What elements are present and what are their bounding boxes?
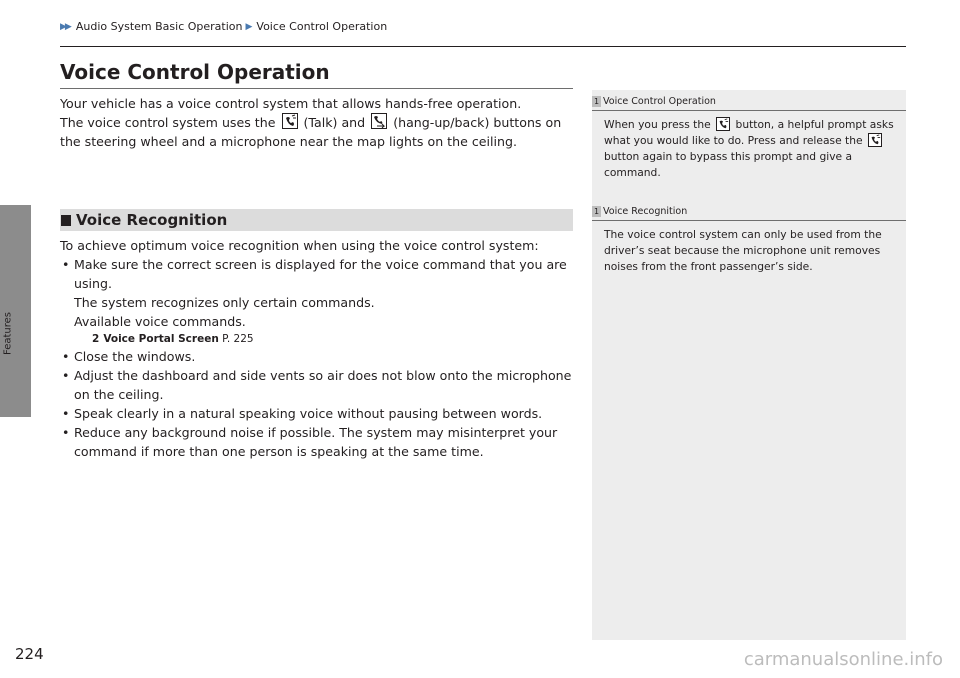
note-text-b: button, a helpful prompt asks what you would like to do. Press and release the — [604, 118, 894, 147]
section-title: Voice Recognition — [76, 211, 228, 229]
title-divider — [60, 88, 573, 89]
list-item — [60, 347, 575, 366]
bullet-text: Make sure the correct screen is displayed for the voice command that you are using. — [74, 257, 567, 291]
intro-text-c: (hang-up/back) buttons on the steering wheel and a microphone near the map lights on the ceiling. — [60, 115, 562, 149]
reference-label[interactable]: Voice Portal Screen — [103, 333, 219, 345]
note-title: Voice Recognition — [603, 206, 688, 217]
bullet-icon: • — [62, 257, 70, 272]
note-text — [592, 111, 906, 181]
reference-page: P. 225 — [222, 333, 254, 345]
bullet-icon: • — [62, 368, 70, 383]
chapter-label: Features — [2, 312, 14, 355]
breadcrumb-arrow-icon: ▶▶ — [60, 21, 70, 32]
breadcrumb-arrow-icon: ▶ — [245, 21, 251, 32]
section-header-voice-recognition — [60, 209, 573, 231]
list-item — [60, 423, 575, 461]
list-item — [60, 366, 575, 404]
bullet-text: Reduce any background noise if possible. The system may misinterpret your command if more than one person is speaking at the same time. — [74, 425, 558, 459]
talk-button-icon — [716, 117, 730, 131]
note-marker-icon: 1 — [593, 97, 600, 106]
page-number: 224 — [15, 645, 44, 663]
notes-sidebar — [592, 90, 906, 640]
breadcrumb-item-audio-system[interactable]: Audio System Basic Operation — [75, 20, 243, 33]
watermark: carmanualsonline.info — [743, 649, 943, 670]
bullet-icon: • — [62, 349, 70, 364]
bullet-icon: • — [62, 406, 70, 421]
intro-text-b: (Talk) and — [303, 115, 366, 130]
bullet-text: Close the windows. — [74, 349, 196, 364]
bullet-text: Adjust the dashboard and side vents so air does not blow onto the microphone on the ceiling. — [74, 368, 572, 402]
bullet-text: Available voice commands. — [74, 314, 246, 329]
breadcrumb — [60, 20, 387, 33]
bullet-text: Speak clearly in a natural speaking voice without pausing between words. — [74, 406, 543, 421]
recognition-content — [60, 236, 575, 461]
note-text-a: When you press the — [604, 118, 711, 131]
bullet-text: The system recognizes only certain commands. — [74, 295, 375, 310]
note-text: The voice control system can only be used from the driver’s seat because the microphone unit removes noises from the front passenger’s side. — [604, 228, 882, 273]
list-item — [60, 404, 575, 423]
page-title: Voice Control Operation — [60, 60, 330, 84]
intro-line-2 — [60, 113, 575, 151]
chapter-label-container — [1, 300, 15, 370]
note-title: Voice Control Operation — [603, 96, 716, 107]
bullet-icon: • — [62, 425, 70, 440]
note-text-c: button again to bypass this prompt and give a command. — [604, 150, 853, 179]
list-item — [60, 255, 575, 347]
recognition-lead: To achieve optimum voice recognition when using the voice control system: — [60, 238, 539, 253]
section-square-icon — [61, 215, 71, 226]
note-voice-recognition — [592, 206, 906, 275]
intro-text-a: The voice control system uses the — [60, 115, 276, 130]
hang-up-back-button-icon — [371, 113, 387, 129]
note-marker-icon: 1 — [593, 207, 600, 216]
reference-arrow-icon: 2 — [92, 333, 100, 345]
intro-paragraph — [60, 94, 575, 151]
recognition-bullet-list — [60, 255, 575, 461]
note-heading — [592, 206, 906, 221]
header-divider — [60, 46, 906, 47]
note-heading — [592, 96, 906, 111]
breadcrumb-item-voice-control[interactable]: Voice Control Operation — [256, 20, 388, 33]
intro-line-1: Your vehicle has a voice control system that allows hands-free operation. — [60, 96, 522, 111]
note-voice-control-operation — [592, 96, 906, 181]
cross-reference[interactable] — [74, 331, 575, 347]
talk-button-icon — [868, 133, 882, 147]
talk-button-icon — [282, 113, 298, 129]
